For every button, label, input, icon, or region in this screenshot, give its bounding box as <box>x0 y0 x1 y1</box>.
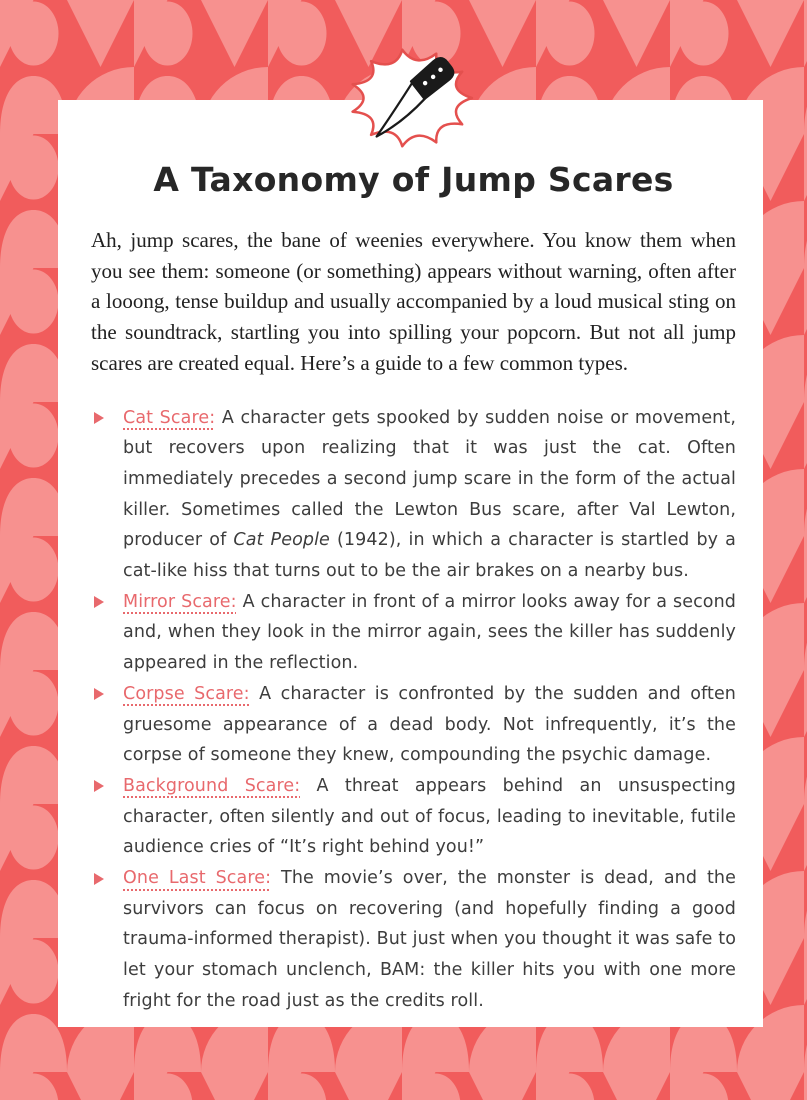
list-item-background-scare <box>91 771 736 863</box>
description-text: (1942), in which a character is startled by a cat-like hiss that turns out to be the air brakes on a nearby bus. <box>123 530 736 582</box>
list-item-corpse-scare <box>91 679 736 771</box>
description-text: The movie’s over, the monster is dead, and the survivors can focus on recovering (and hopefully finding a good trauma-informed therapist). But just when you thought it was safe to let your stomach unclench, BAM: the killer hits you with one more fright for the road just as the credits roll. <box>123 868 736 1011</box>
term-cat-scare: Cat Scare: <box>123 407 216 428</box>
term-background-scare: Background Scare: <box>123 775 301 796</box>
list-item-cat-scare <box>91 403 736 587</box>
list-item-one-last-scare <box>91 863 736 1017</box>
triangle-bullet-icon <box>94 412 104 424</box>
intro-paragraph: Ah, jump scares, the bane of weenies everywhere. You know them when you see them: someone (or something) appears without warning, often after a looong, tense buildup and usually accompanied by a loud musical sting on the soundtrack, startling you into spilling your popcorn. But not all jump scares are created equal. Here’s a guide to a few common types. <box>91 228 736 375</box>
description-text: A threat appears behind an unsuspecting character, often silently and out of focus, leading to inevitable, futile audience cries of “It’s right behind you!” <box>123 775 736 858</box>
description-text: A character is confronted by the sudden and often gruesome appearance of a dead body. Not infrequently, it’s the corpse of someone they knew, compounding the psychic damage. <box>123 683 736 766</box>
triangle-bullet-icon <box>94 873 104 885</box>
term-one-last-scare: One Last Scare: <box>123 868 272 889</box>
page-title: A Taxonomy of Jump Scares <box>153 160 674 199</box>
list-item-mirror-scare <box>91 587 736 679</box>
description-text: A character in front of a mirror looks away for a second and, when they look in the mirror again, sees the killer has suddenly appeared in the reflection. <box>123 591 736 674</box>
knife-in-starburst-icon <box>345 45 477 151</box>
term-corpse-scare: Corpse Scare: <box>123 683 250 704</box>
triangle-bullet-icon <box>94 688 104 700</box>
content-card <box>58 100 763 1027</box>
description-text: A character gets spooked by sudden noise or movement, but recovers upon realizing that it was just the cat. Often immediately precedes a second jump scare in the form of the actual killer. Sometimes called the Lewton Bus scare, after Val Lewton, producer of <box>123 407 737 551</box>
term-mirror-scare: Mirror Scare: <box>123 591 237 612</box>
triangle-bullet-icon <box>94 780 104 792</box>
scare-type-list <box>91 403 736 1017</box>
triangle-bullet-icon <box>94 596 104 608</box>
italic-movie-title: Cat People <box>233 530 330 551</box>
